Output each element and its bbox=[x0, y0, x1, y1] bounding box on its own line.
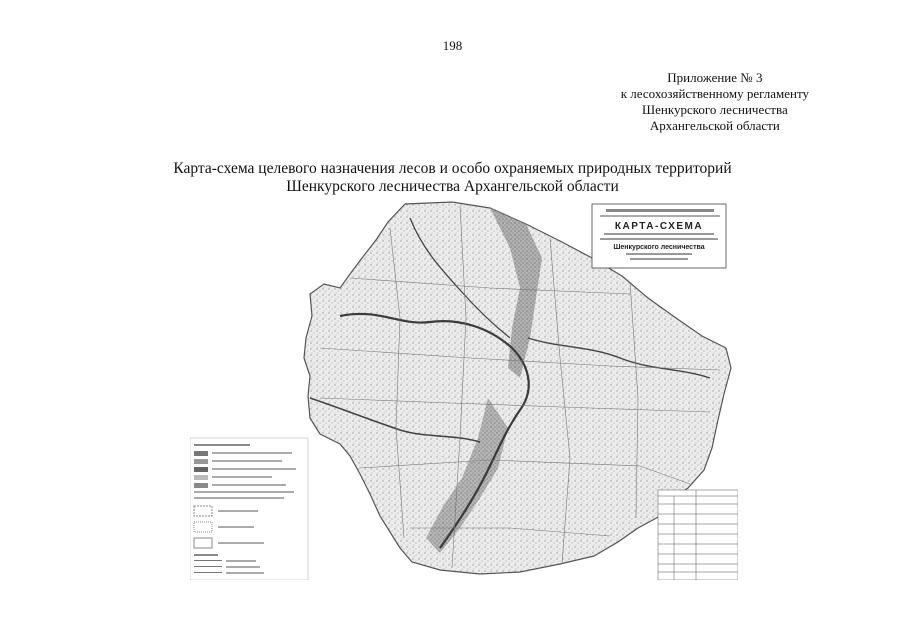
appendix-line-2: к лесохозяйственному регламенту bbox=[620, 86, 809, 101]
appendix-line-3: Шенкурского лесничества bbox=[641, 102, 788, 117]
document-title bbox=[0, 160, 905, 196]
page-number: 198 bbox=[442, 38, 463, 53]
appendix-line-4: Архангельской области bbox=[649, 118, 780, 133]
stamp-name: Шенкурского лесничества bbox=[613, 244, 705, 251]
appendix-note bbox=[621, 70, 809, 134]
appendix-line-1: Приложение № 3 bbox=[667, 70, 763, 85]
forest-map bbox=[190, 198, 738, 580]
title-line-2: Шенкурского лесничества Архангельской области bbox=[286, 178, 619, 195]
title-line-1: Карта-схема целевого назначения лесов и особо охраняемых природных территорий bbox=[173, 160, 732, 177]
stamp-heading: КАРТА-СХЕМА bbox=[614, 221, 704, 232]
map-stamp bbox=[592, 204, 726, 268]
map-legend bbox=[190, 438, 308, 580]
explication-table bbox=[658, 490, 738, 580]
